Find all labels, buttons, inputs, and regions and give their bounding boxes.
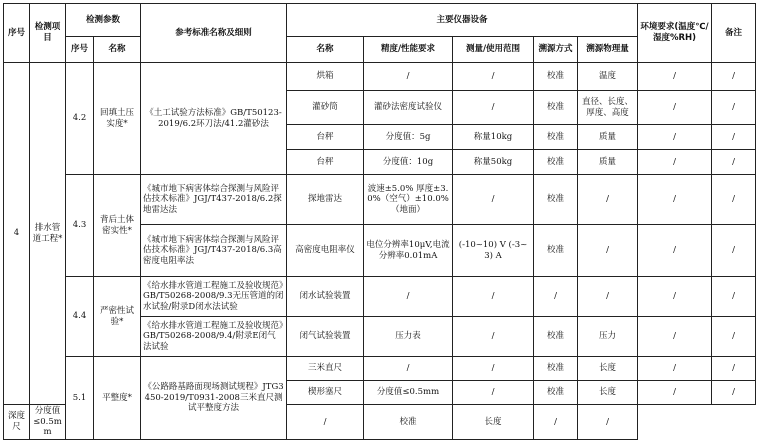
eq-range: /	[453, 381, 534, 405]
header-param-name: 名称	[94, 37, 141, 63]
eq-trace: 校准	[534, 357, 578, 381]
header-env: 环境要求(温度℃/湿度%RH)	[638, 4, 712, 63]
note: /	[712, 381, 756, 405]
eq-range: /	[453, 63, 534, 91]
note: /	[712, 63, 756, 91]
eq-range: /	[453, 91, 534, 125]
eq-trace-qty: 直径、长度、厚度、高度	[578, 91, 638, 125]
eq-trace: 校准	[534, 225, 578, 277]
eq-trace: 校准	[534, 63, 578, 91]
test-parameters-table	[3, 3, 756, 440]
env: /	[638, 357, 712, 381]
eq-trace: 校准	[534, 91, 578, 125]
eq-name: 高密度电阻率仪	[287, 225, 364, 277]
eq-name: 烘箱	[287, 63, 364, 91]
table-row	[4, 277, 756, 317]
eq-trace-qty: 长度	[578, 357, 638, 381]
item-seq: 4	[4, 63, 30, 405]
standard-cell: 《给水排水管道工程施工及验收规范》GB/T50268-2008/9.3无压管道的闭水试验/附录D闭水法试验	[141, 277, 287, 317]
eq-name: 深度尺	[4, 405, 30, 440]
eq-precision: 波速±5.0% 厚度±3.0%（空气）±10.0%（地面）	[364, 175, 453, 225]
eq-trace: 校准	[534, 317, 578, 357]
env: /	[638, 381, 712, 405]
note: /	[712, 150, 756, 175]
param-name: 回填土压实度*	[94, 63, 141, 175]
eq-trace-qty: 压力	[578, 317, 638, 357]
item-name: 排水管道工程*	[30, 63, 66, 405]
header-eq-trace: 溯源方式	[534, 37, 578, 63]
standard-cell: 《城市地下病害体综合探测与风险评估技术标准》JGJ/T437-2018/6.3高密度电阻率法	[141, 225, 287, 277]
table-row	[4, 63, 756, 91]
eq-range: /	[453, 357, 534, 381]
eq-range: (-10~10) V (-3~3) A	[453, 225, 534, 277]
eq-trace: 校准	[364, 405, 453, 440]
eq-range: 称量10kg	[453, 125, 534, 150]
header-param-group: 检测参数	[66, 4, 141, 37]
eq-trace: 校准	[534, 125, 578, 150]
env: /	[638, 225, 712, 277]
eq-trace: 校准	[534, 381, 578, 405]
eq-trace-qty: 长度	[578, 381, 638, 405]
param-seq: 4.2	[66, 63, 94, 175]
standard-cell: 《公路路基路面现场测试规程》JTG3450-2019/T0931-2008三米直尺测试平整度方法	[141, 357, 287, 440]
header-seq: 序号	[4, 4, 30, 63]
env: /	[638, 63, 712, 91]
eq-range: /	[453, 317, 534, 357]
header-equipment-group: 主要仪器设备	[287, 4, 638, 37]
eq-trace-qty: 质量	[578, 150, 638, 175]
env: /	[534, 405, 578, 440]
param-name: 严密性试验*	[94, 277, 141, 357]
table-row	[4, 357, 756, 381]
eq-range: /	[453, 175, 534, 225]
eq-trace: 校准	[534, 150, 578, 175]
standard-cell: 《土工试验方法标准》GB/T50123-2019/6.2环刀法/41.2灌砂法	[141, 63, 287, 175]
eq-range: /	[287, 405, 364, 440]
eq-name: 台秤	[287, 150, 364, 175]
note: /	[712, 277, 756, 317]
note: /	[712, 317, 756, 357]
header-item: 检测项目	[30, 4, 66, 63]
eq-name: 台秤	[287, 125, 364, 150]
header-eq-range: 测量/使用范围	[453, 37, 534, 63]
eq-trace-qty: 质量	[578, 125, 638, 150]
eq-precision: 分度值≤0.5mm	[30, 405, 66, 440]
eq-precision: 分度值≤0.5mm	[364, 381, 453, 405]
eq-precision: /	[364, 63, 453, 91]
eq-name: 闭气试验装置	[287, 317, 364, 357]
eq-name: 探地雷达	[287, 175, 364, 225]
eq-trace: /	[534, 277, 578, 317]
eq-range: /	[453, 277, 534, 317]
eq-name: 闭水试验装置	[287, 277, 364, 317]
note: /	[712, 125, 756, 150]
eq-precision: 分度值：5g	[364, 125, 453, 150]
note: /	[712, 225, 756, 277]
eq-range: 称量50kg	[453, 150, 534, 175]
eq-precision: 压力表	[364, 317, 453, 357]
header-param-seq: 序号	[66, 37, 94, 63]
note: /	[712, 91, 756, 125]
param-seq: 4.3	[66, 175, 94, 277]
note: /	[578, 405, 638, 440]
param-name: 背后土体密实性*	[94, 175, 141, 277]
eq-trace-qty: /	[578, 277, 638, 317]
env: /	[638, 91, 712, 125]
eq-precision: /	[364, 357, 453, 381]
eq-precision: 灌砂法密度试验仪	[364, 91, 453, 125]
param-seq: 4.4	[66, 277, 94, 357]
header-note: 备注	[712, 4, 756, 63]
header-eq-name: 名称	[287, 37, 364, 63]
note: /	[712, 175, 756, 225]
param-seq: 5.1	[66, 357, 94, 440]
env: /	[638, 317, 712, 357]
header-eq-trace-qty: 溯源物理量	[578, 37, 638, 63]
eq-name: 三米直尺	[287, 357, 364, 381]
env: /	[638, 150, 712, 175]
eq-name: 楔形塞尺	[287, 381, 364, 405]
eq-trace-qty: 长度	[453, 405, 534, 440]
param-name: 平整度*	[94, 357, 141, 440]
eq-precision: 电位分辨率10μV,电流分辨率0.01mA	[364, 225, 453, 277]
eq-trace-qty: /	[578, 225, 638, 277]
table-row	[4, 175, 756, 225]
eq-trace: 校准	[534, 175, 578, 225]
note: /	[712, 357, 756, 381]
eq-name: 灌砂筒	[287, 91, 364, 125]
env: /	[638, 175, 712, 225]
header-standard: 参考标准名称及细则	[141, 4, 287, 63]
standard-cell: 《城市地下病害体综合探测与风险评估技术标准》JGJ/T437-2018/6.2探地雷达法	[141, 175, 287, 225]
eq-precision: 分度值：10g	[364, 150, 453, 175]
standard-cell: 《给水排水管道工程施工及验收规范》GB/T50268-2008/9.4/附录E闭气法试验	[141, 317, 287, 357]
env: /	[638, 277, 712, 317]
env: /	[638, 125, 712, 150]
eq-trace-qty: /	[578, 175, 638, 225]
eq-trace-qty: 温度	[578, 63, 638, 91]
eq-precision: /	[364, 277, 453, 317]
header-eq-precision: 精度/性能要求	[364, 37, 453, 63]
